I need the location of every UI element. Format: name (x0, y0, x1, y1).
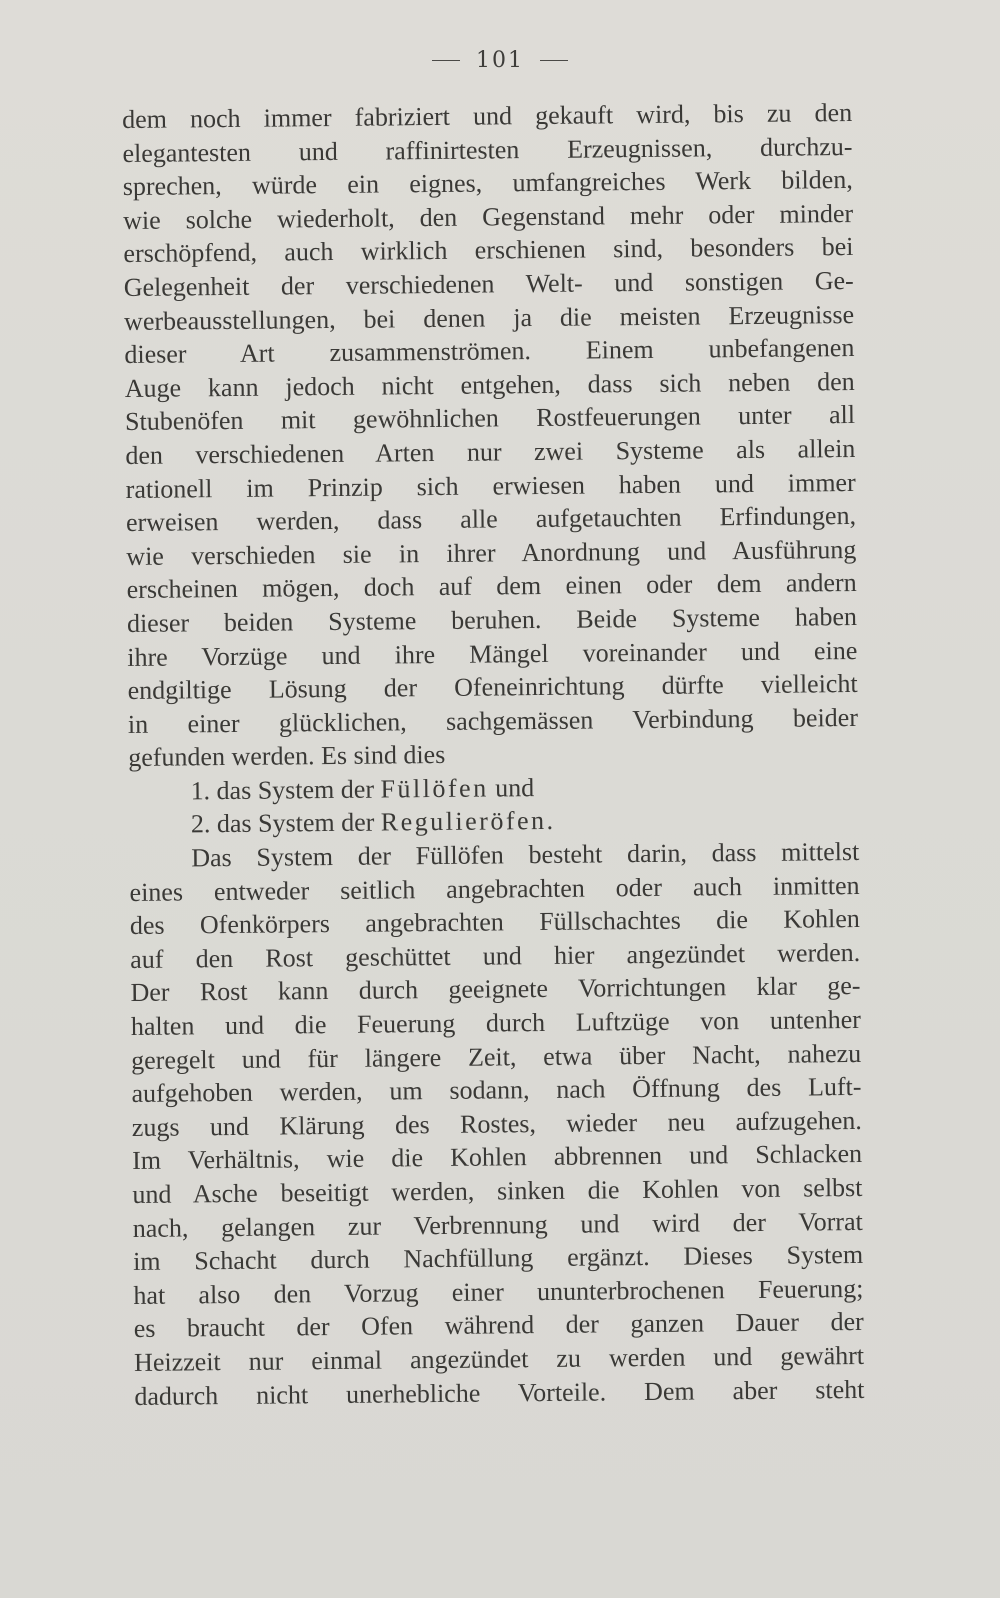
text-line: des Ofenkörpers angebrachten Füllschachtes die Kohlen (129, 904, 861, 941)
page-body (122, 96, 865, 1413)
list-item-text: das System der (216, 774, 375, 805)
list-item-suffix: und (494, 772, 535, 803)
text-line: aufgehoben werden, um sodann, nach Öffnung des Luft- (131, 1072, 862, 1109)
text-line: Der Rost kann durch geeignete Vorrichtungen klar ge- (130, 971, 861, 1008)
text-line: rationell im Prinzip sich erwiesen haben und immer (125, 467, 856, 504)
text-line: dadurch nicht unerhebliche Vorteile. Dem aber steht (134, 1374, 865, 1411)
text-line: in einer glücklichen, sachgemässen Verbindung beider (127, 702, 859, 739)
page-number: 101 (476, 47, 524, 73)
text-line: Im Verhältnis, wie die Kohlen abbrennen und Schlacken (132, 1139, 863, 1176)
text-line: halten und die Feuerung durch Luftzüge von untenher (130, 1004, 861, 1041)
text-line: Stubenöfen mit gewöhnlichen Rostfeuerungen unter all (124, 400, 856, 437)
header-dash-left (432, 60, 460, 61)
text-line: geregelt und für längere Zeit, etwa über Nacht, nahezu (131, 1038, 862, 1075)
list-item-term: Regulieröfen (380, 806, 547, 838)
text-line: gefunden werden. Es sind dies (128, 740, 446, 773)
page-header (0, 40, 1000, 80)
list-item-text: das System der (216, 808, 375, 839)
text-line: auf den Rost geschüttet und hier angezündet werden. (130, 937, 861, 974)
list-item-number: 2. (190, 809, 211, 839)
text-line: Gelegenheit der verschiedenen Welt- und sonstigen Ge- (123, 265, 854, 302)
list-item-suffix: . (546, 806, 554, 836)
text-line: im Schacht durch Nachfüllung ergänzt. Dieses System (132, 1240, 864, 1277)
text-line: Heizzeit nur einmal angezündet zu werden und gewährt (133, 1340, 865, 1377)
text-line: dieser Art zusammenströmen. Einem unbefangenen (124, 333, 855, 370)
text-line: erscheinen mögen, doch auf dem einen oder dem andern (126, 568, 857, 605)
text-line: sprechen, würde ein eignes, umfangreiches Werk bilden, (122, 165, 853, 202)
paragraph-1 (122, 96, 858, 775)
list-item-term: Füllöfen (380, 773, 489, 804)
text-line: erschöpfend, auch wirklich erschienen sind, besonders bei (123, 232, 854, 269)
text-line: Das System der Füllöfen besteht darin, dass mittelst (191, 837, 860, 873)
enumerated-list (128, 768, 859, 842)
text-line: nach, gelangen zur Verbrennung und wird der Vorrat (132, 1206, 863, 1243)
text-line: hat also den Vorzug einer ununterbrochenen Feuerung; (133, 1273, 864, 1310)
text-line: eines entweder seitlich angebrachten oder auch inmitten (129, 870, 860, 907)
list-item-number: 1. (190, 776, 211, 806)
header-dash-right (540, 60, 568, 61)
text-line: zugs und Klärung des Rostes, wieder neu aufzugehen. (131, 1105, 862, 1142)
text-line: endgiltige Lösung der Ofeneinrichtung dürfte vielleicht (127, 669, 858, 706)
paragraph-2 (129, 835, 864, 1413)
text-line: Auge kann jedoch nicht entgehen, dass sich neben den (124, 366, 855, 403)
text-line: und Asche beseitigt werden, sinken die Kohlen von selbst (132, 1172, 863, 1209)
text-line: wie verschieden sie in ihrer Anordnung und Ausführung (126, 534, 857, 571)
text-line: elegantesten und raffinirtesten Erzeugnissen, durchzu- (122, 131, 853, 168)
text-line: wie solche wiederholt, den Gegenstand mehr oder minder (122, 198, 854, 235)
text-line: es braucht der Ofen während der ganzen Dauer der (133, 1307, 864, 1344)
text-line: werbeausstellungen, bei denen ja die meisten Erzeugnisse (123, 299, 855, 336)
text-line: erweisen werden, dass alle aufgetauchten Erfindungen, (125, 501, 857, 538)
text-line: den verschiedenen Arten nur zwei Systeme als allein (125, 433, 856, 470)
text-line: dieser beiden Systeme beruhen. Beide Systeme haben (126, 601, 858, 638)
text-line: dem noch immer fabriziert und gekauft wird, bis zu den (122, 97, 853, 134)
text-line: ihre Vorzüge und ihre Mängel voreinander und eine (127, 635, 858, 672)
